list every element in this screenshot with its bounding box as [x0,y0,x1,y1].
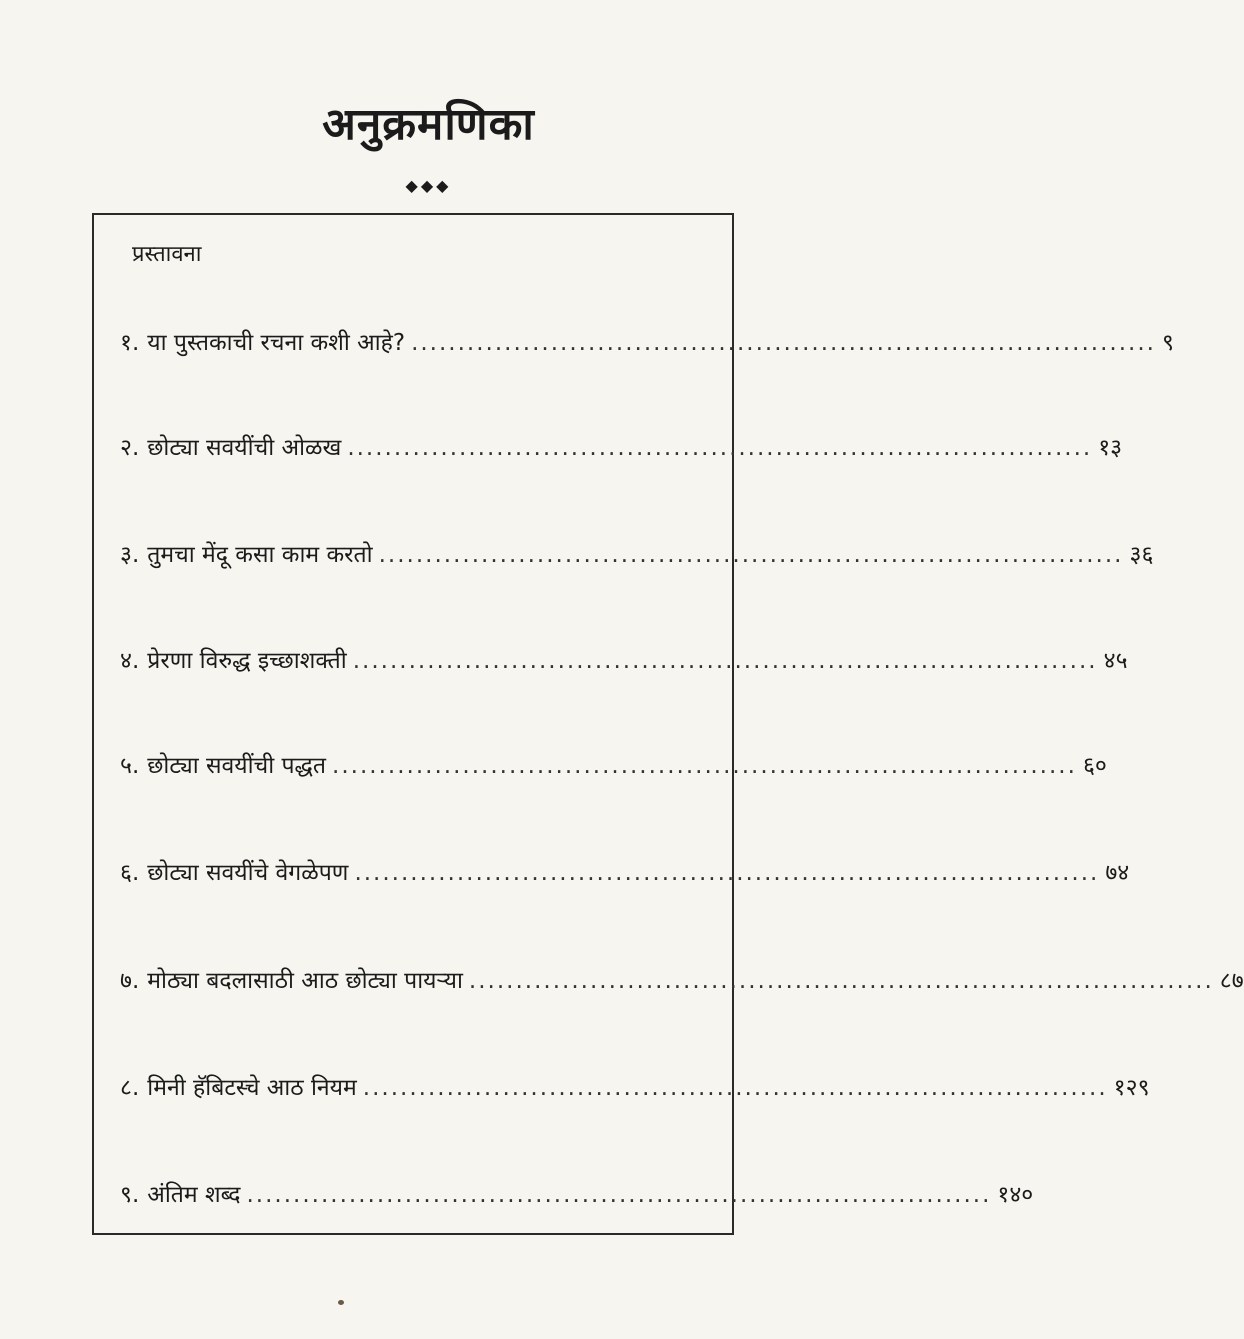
toc-entry-number: ३. [120,542,140,568]
toc-entry-title: छोट्या सवयींचे वेगळेपण [147,860,349,886]
toc-entry-page: १३ [1098,435,1123,461]
toc-entry-number: १. [120,330,140,356]
toc-entry-number: ५. [120,753,140,779]
toc-entry-title: मिनी हॅबिटस्चे आठ नियम [147,1075,357,1101]
dot-leader: ................................................................................ [352,648,1098,674]
toc-entry-number: ४. [120,648,140,674]
dot-leader: ................................................................................ [468,968,1214,994]
dot-leader: ................................................................................ [354,860,1100,886]
toc-entry [120,1177,1034,1211]
toc-entry [120,643,1128,677]
toc-entry-title: मोठ्या बदलासाठी आठ छोट्या पायऱ्या [147,968,463,994]
toc-entry-page: ४५ [1103,648,1128,674]
paper-speck [338,1300,344,1305]
toc-entry-title: अंतिम शब्द [147,1182,241,1208]
dot-leader: ................................................................................ [347,435,1093,461]
toc-entry [120,748,1107,782]
toc-entry-number: ९. [120,1182,140,1208]
toc-entry-number: ८. [120,1075,140,1101]
toc-entry-title: या पुस्तकाची रचना कशी आहे? [147,330,406,356]
toc-entry-page: ८७ [1219,968,1244,994]
dot-leader: ................................................................................ [246,1182,992,1208]
toc-entry-title: तुमचा मेंदू कसा काम करतो [147,542,373,568]
page-title: अनुक्रमणिका [322,99,535,150]
toc-entry-page: ६० [1082,753,1107,779]
toc-entry-title: प्रेरणा विरुद्ध इच्छाशक्ती [147,648,347,674]
toc-entry-number: ७. [120,968,140,994]
dot-leader: ................................................................................ [378,542,1124,568]
toc-entry [120,1070,1150,1104]
toc-entry-page: ९ [1161,330,1174,356]
toc-entry [120,855,1130,889]
toc-entry-number: २. [120,435,140,461]
toc-entry-page: १४० [997,1182,1034,1208]
toc-entry [120,963,1244,997]
dot-leader: ................................................................................ [362,1075,1108,1101]
toc-entry [120,325,1174,359]
dot-leader: ................................................................................ [332,753,1077,779]
toc-entry-number: ६. [120,860,140,886]
toc-entry [120,430,1123,464]
toc-entry-page: ७४ [1105,860,1130,886]
ornament-divider: ◆◆◆ [405,176,452,195]
toc-preface: प्रस्तावना [132,242,202,267]
toc-entry-title: छोट्या सवयींची ओळख [147,435,342,461]
toc-entry-page: १२९ [1113,1075,1150,1101]
dot-leader: ................................................................................ [411,330,1156,356]
toc-box [92,213,1244,1235]
toc-entry-page: ३६ [1129,542,1154,568]
toc-entry [120,537,1154,571]
toc-entry-title: छोट्या सवयींची पद्धत [147,753,327,779]
